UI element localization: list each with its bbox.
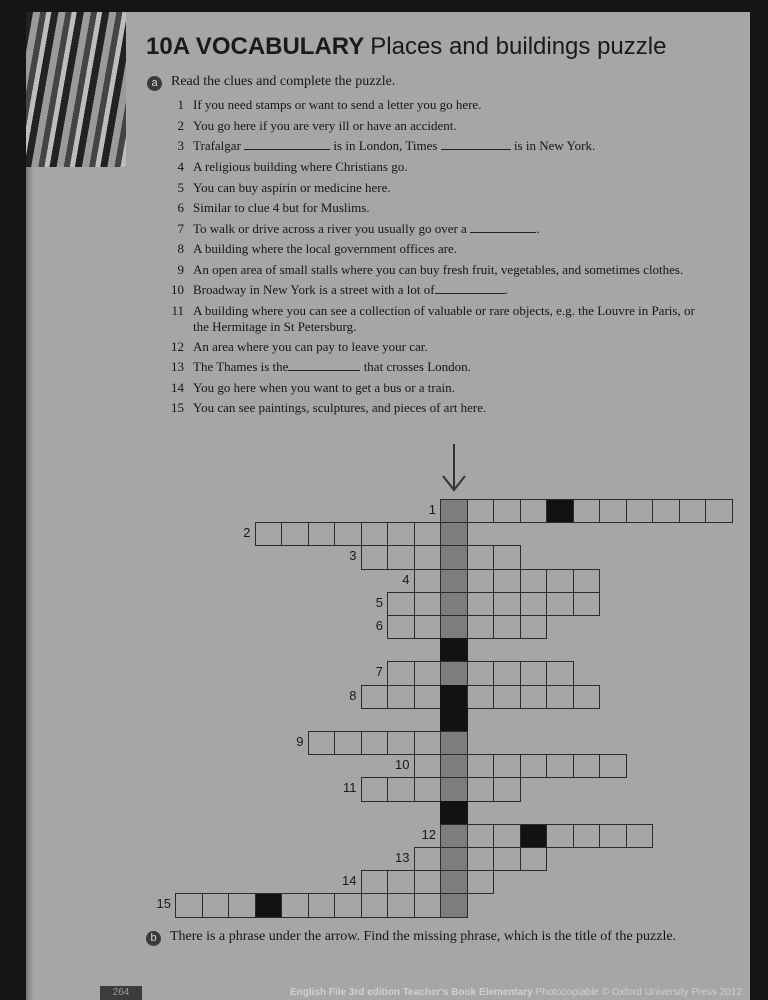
crossword-cell[interactable] — [387, 777, 415, 801]
crossword-cell[interactable] — [493, 545, 521, 569]
crossword-black-cell — [440, 801, 468, 825]
title-rest: Places and buildings puzzle — [370, 33, 667, 60]
clue-number-label: 3 — [349, 548, 357, 564]
crossword-cell[interactable] — [546, 661, 574, 685]
crossword-cell[interactable] — [414, 893, 442, 917]
crossword-arrow-cell[interactable] — [440, 499, 468, 523]
crossword-cell[interactable] — [546, 754, 574, 778]
crossword-black-cell — [440, 708, 468, 732]
crossword-cell[interactable] — [573, 569, 601, 593]
crossword-cell[interactable] — [467, 754, 495, 778]
crossword-cell[interactable] — [493, 777, 521, 801]
crossword-cell[interactable] — [599, 499, 627, 523]
crossword-cell[interactable] — [387, 661, 415, 685]
crossword-arrow-cell[interactable] — [440, 870, 468, 894]
crossword-cell[interactable] — [387, 522, 415, 546]
crossword-cell[interactable] — [493, 569, 521, 593]
crossword-arrow-cell[interactable] — [440, 522, 468, 546]
crossword-cell[interactable] — [334, 522, 362, 546]
clue-number-label: 5 — [375, 594, 383, 610]
clue-number-label: 10 — [395, 757, 410, 773]
crossword-arrow-cell[interactable] — [440, 592, 468, 616]
crossword-cell[interactable] — [573, 685, 601, 709]
clue-number-label: 4 — [402, 571, 410, 587]
crossword-cell[interactable] — [387, 685, 415, 709]
crossword-cell[interactable] — [467, 777, 495, 801]
crossword-cell[interactable] — [573, 499, 601, 523]
crossword-cell[interactable] — [414, 545, 442, 569]
crossword-cell[interactable] — [493, 847, 521, 871]
section-b-instruction: There is a phrase under the arrow. Find the missing phrase, which is the title of the puzzle. — [170, 929, 677, 944]
crossword-cell[interactable] — [493, 592, 521, 616]
crossword-cell[interactable] — [573, 754, 601, 778]
crossword-arrow-cell[interactable] — [440, 777, 468, 801]
crossword-cell[interactable] — [228, 893, 256, 917]
crossword-cell[interactable] — [361, 545, 389, 569]
crossword-cell[interactable] — [520, 685, 548, 709]
crossword-cell[interactable] — [387, 592, 415, 616]
crossword-cell[interactable] — [546, 592, 574, 616]
clue-number-label: 1 — [428, 502, 436, 517]
clue-number-label: 13 — [395, 850, 410, 865]
page-number: 264 — [100, 986, 142, 1000]
crossword-cell[interactable] — [414, 870, 442, 894]
crossword-arrow-cell[interactable] — [440, 615, 468, 639]
crossword-arrow-cell[interactable] — [440, 893, 468, 917]
crossword-cell[interactable] — [387, 893, 415, 917]
crossword-cell[interactable] — [652, 499, 680, 523]
crossword-cell[interactable] — [546, 824, 574, 848]
clue-number-label: 14 — [342, 873, 357, 889]
crossword-cell[interactable] — [414, 569, 442, 593]
crossword-cell[interactable] — [493, 754, 521, 778]
crossword-cell[interactable] — [281, 522, 309, 546]
crossword-cell[interactable] — [255, 522, 283, 546]
crossword-cell[interactable] — [414, 731, 442, 755]
crossword-arrow-cell[interactable] — [440, 661, 468, 685]
crossword-cell[interactable] — [334, 893, 362, 917]
crossword-cell[interactable] — [387, 545, 415, 569]
crossword-black-cell — [440, 685, 468, 709]
crossword-cell[interactable] — [626, 499, 654, 523]
clue-number-label: 15 — [156, 896, 171, 912]
crossword-cell[interactable] — [467, 870, 495, 894]
crossword-arrow-cell[interactable] — [440, 754, 468, 778]
title-lead: 10A VOCABULARY — [146, 33, 365, 60]
crossword-cell[interactable] — [467, 545, 495, 569]
crossword-cell[interactable] — [414, 592, 442, 616]
crossword-cell[interactable] — [520, 615, 548, 639]
clue-number-label: 2 — [243, 525, 251, 541]
crossword-cell[interactable] — [520, 592, 548, 616]
crossword-cell[interactable] — [414, 685, 442, 709]
crossword-cell[interactable] — [414, 777, 442, 801]
crossword-cell[interactable] — [705, 499, 733, 523]
crossword-cell[interactable] — [308, 893, 336, 917]
crossword-cell[interactable] — [361, 893, 389, 917]
crossword-black-cell — [520, 824, 548, 848]
crossword-cell[interactable] — [520, 847, 548, 871]
crossword-cell[interactable] — [361, 731, 389, 755]
crossword-cell[interactable] — [414, 661, 442, 685]
crossword-black-cell — [440, 638, 468, 662]
crossword-cell[interactable] — [573, 592, 601, 616]
crossword-cell[interactable] — [546, 685, 574, 709]
crossword-cell[interactable] — [414, 522, 442, 546]
crossword-cell[interactable] — [493, 685, 521, 709]
crossword-cell[interactable] — [308, 731, 336, 755]
footer-credit: English File 3rd edition Teacher's Book Elementary Photocopiable © Oxford University Press 2012 — [290, 987, 742, 998]
crossword-cell[interactable] — [361, 777, 389, 801]
crossword-cell[interactable] — [467, 847, 495, 871]
crossword-cell[interactable] — [175, 893, 203, 917]
crossword-cell[interactable] — [387, 615, 415, 639]
crossword-arrow-cell[interactable] — [440, 569, 468, 593]
crossword-arrow-cell[interactable] — [440, 731, 468, 755]
clue-number-label: 6 — [375, 618, 383, 633]
clue-number-label: 8 — [349, 687, 357, 703]
section-a-badge: a — [147, 76, 162, 91]
crossword-cell[interactable] — [202, 893, 230, 917]
crossword-cell[interactable] — [414, 847, 442, 871]
crossword-cell[interactable] — [520, 754, 548, 778]
clue-number-label: 7 — [375, 664, 383, 680]
crossword-cell[interactable] — [573, 824, 601, 848]
crossword-cell[interactable] — [361, 685, 389, 709]
crossword-cell[interactable] — [467, 592, 495, 616]
crossword-black-cell — [546, 499, 574, 523]
crossword-cell[interactable] — [467, 824, 495, 848]
crossword-cell[interactable] — [361, 522, 389, 546]
crossword-arrow-cell[interactable] — [440, 824, 468, 848]
crossword-cell[interactable] — [308, 522, 336, 546]
crossword-cell[interactable] — [520, 499, 548, 523]
crossword-cell[interactable] — [493, 615, 521, 639]
crossword-cell[interactable] — [414, 754, 442, 778]
crossword-cell[interactable] — [467, 661, 495, 685]
crossword-cell[interactable] — [334, 731, 362, 755]
crossword-cell[interactable] — [467, 499, 495, 523]
crossword-cell[interactable] — [361, 870, 389, 894]
crossword-black-cell — [255, 893, 283, 917]
crossword-cell[interactable] — [281, 893, 309, 917]
section-b-badge: b — [146, 931, 161, 946]
crossword-cell[interactable] — [546, 569, 574, 593]
crossword-cell[interactable] — [679, 499, 707, 523]
crossword-cell[interactable] — [599, 824, 627, 848]
crossword-cell[interactable] — [626, 824, 654, 848]
crossword-cell[interactable] — [387, 870, 415, 894]
crossword-cell[interactable] — [467, 569, 495, 593]
clue-number-label: 11 — [343, 780, 357, 796]
clue-number-label: 9 — [296, 734, 304, 749]
crossword-cell[interactable] — [520, 569, 548, 593]
crossword-cell[interactable] — [599, 754, 627, 778]
crossword-cell[interactable] — [467, 615, 495, 639]
crossword-cell[interactable] — [493, 824, 521, 848]
section-a-instruction: Read the clues and complete the puzzle. — [171, 74, 396, 89]
crossword-arrow-cell[interactable] — [440, 545, 468, 569]
crossword-arrow-cell[interactable] — [440, 847, 468, 871]
crossword-cell[interactable] — [414, 615, 442, 639]
crossword-cell[interactable] — [387, 731, 415, 755]
crossword-cell[interactable] — [520, 661, 548, 685]
crossword-cell[interactable] — [493, 499, 521, 523]
clue-number-label: 12 — [421, 826, 436, 842]
crossword-cell[interactable] — [467, 685, 495, 709]
crossword-cell[interactable] — [493, 661, 521, 685]
